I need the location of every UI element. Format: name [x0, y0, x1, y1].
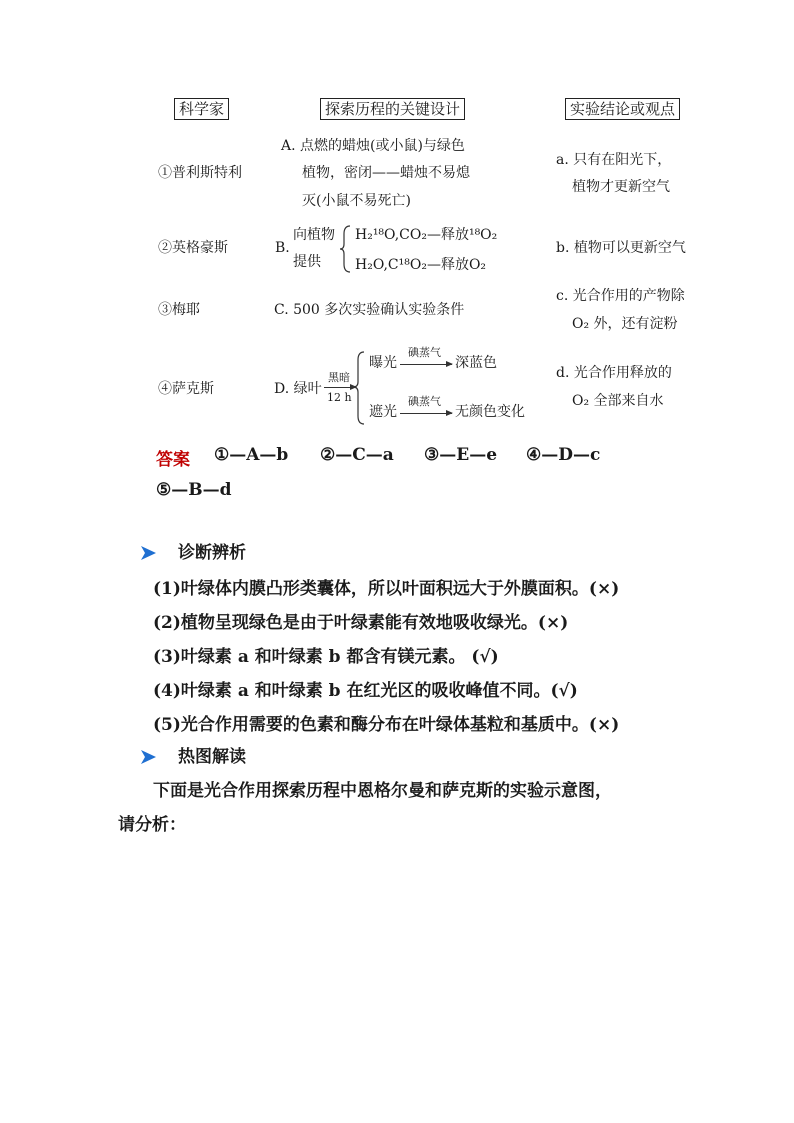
row4-branch2-reagent: 碘蒸气	[408, 395, 441, 408]
diagnosis-item-3: (3)叶绿素 a 和叶绿素 b 都含有镁元素。 (√)	[153, 647, 499, 667]
answer-item-1: ①—A—b	[214, 445, 289, 465]
row1-design-line1: A. 点燃的蜡烛(或小鼠)与绿色	[281, 138, 465, 154]
answer-item-3: ③—E—e	[424, 445, 498, 465]
figure-line-1: 下面是光合作用探索历程中恩格尔曼和萨克斯的实验示意图，	[153, 781, 612, 801]
header-scientist: 科学家	[174, 98, 229, 120]
row2-scientist: ②英格豪斯	[158, 240, 228, 256]
header-conclusion: 实验结论或观点	[565, 98, 680, 120]
row2-brace	[340, 224, 352, 274]
row4-branch1-reagent: 碘蒸气	[408, 346, 441, 359]
figure-line-2: 请分析：	[118, 815, 186, 835]
row2-conclusion: b. 植物可以更新空气	[556, 240, 686, 256]
diagnosis-title: 诊断辨析	[178, 543, 246, 563]
row1-design-line2: 植物，密闭——蜡烛不易熄	[302, 165, 470, 181]
row4-design-prefix: D. 绿叶	[274, 381, 322, 397]
row4-branch2-label: 遮光	[369, 404, 397, 420]
row1-design-line3: 灭(小鼠不易死亡)	[302, 193, 411, 209]
row4-brace	[352, 350, 366, 426]
answer-item-2: ②—C—a	[320, 445, 394, 465]
diagnosis-item-4: (4)叶绿素 a 和叶绿素 b 在红光区的吸收峰值不同。(√)	[153, 681, 578, 701]
row1-scientist: ①普利斯特利	[158, 165, 242, 181]
row4-branch1-arrow	[400, 364, 452, 365]
row2-branch1: H₂¹⁸O,CO₂—释放¹⁸O₂	[355, 227, 498, 243]
header-design: 探索历程的关键设计	[320, 98, 465, 120]
row4-scientist: ④萨克斯	[158, 381, 214, 397]
row4-dark-label: 黑暗	[328, 371, 350, 384]
row1-conclusion-line1: a. 只有在阳光下，	[556, 152, 672, 168]
answer-label: 答案	[156, 450, 190, 470]
answer-item-5: ⑤—B—d	[156, 480, 232, 500]
row2-lead-line2: 提供	[293, 254, 321, 270]
row3-scientist: ③梅耶	[158, 302, 200, 318]
diagnosis-item-1: (1)叶绿体内膜凸形类囊体，所以叶面积远大于外膜面积。(×)	[153, 579, 620, 599]
row3-conclusion-line1: c. 光合作用的产物除	[556, 288, 685, 304]
row1-conclusion-line2: 植物才更新空气	[572, 179, 670, 195]
diagnosis-item-5: (5)光合作用需要的色素和酶分布在叶绿体基粒和基质中。(×)	[153, 715, 620, 735]
figure-title: 热图解读	[178, 747, 246, 767]
row4-branch1-label: 曝光	[369, 355, 397, 371]
row4-dark-time: 12 h	[327, 391, 352, 404]
bullet-arrow-icon	[140, 749, 158, 765]
row4-branch2-result: 无颜色变化	[455, 404, 525, 420]
row3-design: C. 500 多次实验确认实验条件	[274, 302, 465, 318]
row4-conclusion-line1: d. 光合作用释放的	[556, 365, 672, 381]
row2-lead-line1: 向植物	[293, 227, 335, 243]
row3-conclusion-line2: O₂ 外，还有淀粉	[572, 316, 678, 332]
row4-branch2-arrow	[400, 413, 452, 414]
row2-branch2: H₂O,C¹⁸O₂—释放O₂	[355, 257, 487, 273]
answer-item-4: ④—D—c	[526, 445, 601, 465]
row2-design-prefix: B.	[275, 240, 290, 256]
row4-branch1-result: 深蓝色	[455, 355, 497, 371]
bullet-arrow-icon	[140, 545, 158, 561]
diagnosis-item-2: (2)植物呈现绿色是由于叶绿素能有效地吸收绿光。(×)	[153, 613, 569, 633]
row4-conclusion-line2: O₂ 全部来自水	[572, 393, 664, 409]
